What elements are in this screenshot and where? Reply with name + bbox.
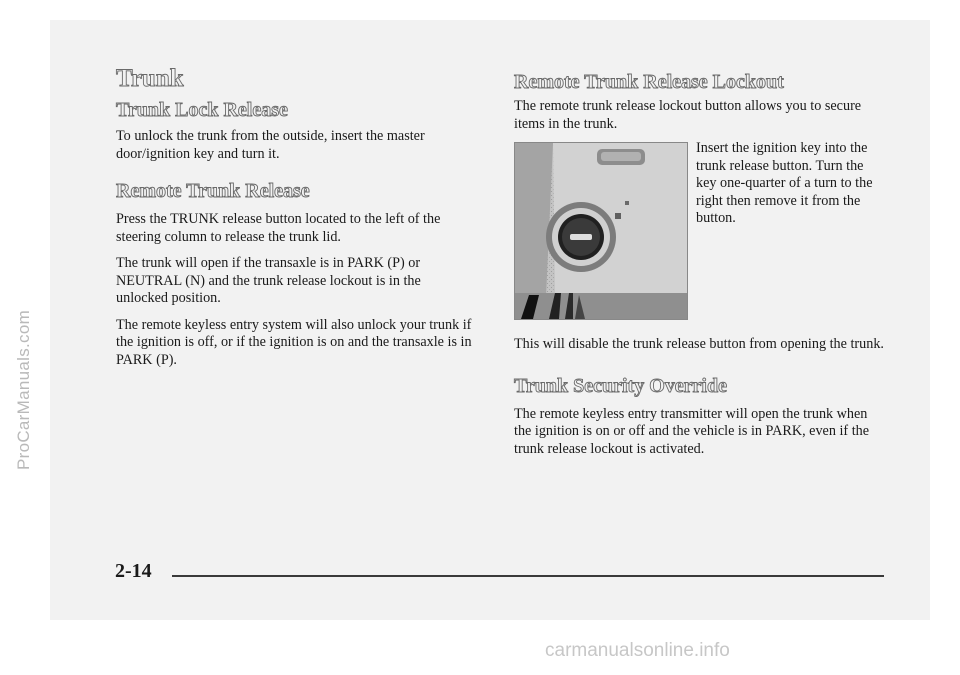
trunk-release-button-photo: [514, 142, 688, 320]
section-title: Trunk: [116, 65, 184, 92]
page-number: 2-14: [115, 560, 152, 582]
bottom-watermark: carmanualsonline.info: [545, 640, 730, 661]
subsection-title-lock-release: Trunk Lock Release: [116, 99, 288, 121]
footer-rule: [172, 575, 884, 577]
subsection-title-override: Trunk Security Override: [514, 374, 727, 397]
photo-caption: Insert the ignition key into the trunk release button. Turn the key one-quarter of a turn to the right then remove it from the button.: [696, 140, 873, 226]
override-text: The remote keyless entry transmitter will open the trunk when the ignition is on or off and the vehicle is in PARK, even if the trunk release lockout is activated.: [514, 405, 870, 457]
left-column: [116, 62, 476, 378]
lockout-intro-text: The remote trunk release lockout button allows you to secure items in the trunk.: [514, 98, 862, 132]
subsection-title-remote-release: Remote Trunk Release: [116, 180, 310, 202]
remote-release-paragraph-2: The trunk will open if the transaxle is in PARK (P) or NEUTRAL (N) and the trunk release lockout is in the unlocked position.: [116, 255, 421, 306]
figure-row: [514, 142, 886, 320]
subsection-title-lockout: Remote Trunk Release Lockout: [514, 71, 784, 93]
remote-release-paragraph-1: Press the TRUNK release button located to the left of the steering column to release the trunk lid.: [116, 211, 441, 245]
lock-release-text: To unlock the trunk from the outside, insert the master door/ignition key and turn it.: [116, 128, 425, 162]
side-watermark: ProCarManuals.com: [14, 309, 33, 470]
right-column: [514, 62, 886, 467]
lockout-after-text: This will disable the trunk release button from opening the trunk.: [514, 336, 884, 352]
remote-release-paragraph-3: The remote keyless entry system will also unlock your trunk if the ignition is off, or if the ignition is on and the transaxle is in PARK (P).: [116, 316, 472, 368]
